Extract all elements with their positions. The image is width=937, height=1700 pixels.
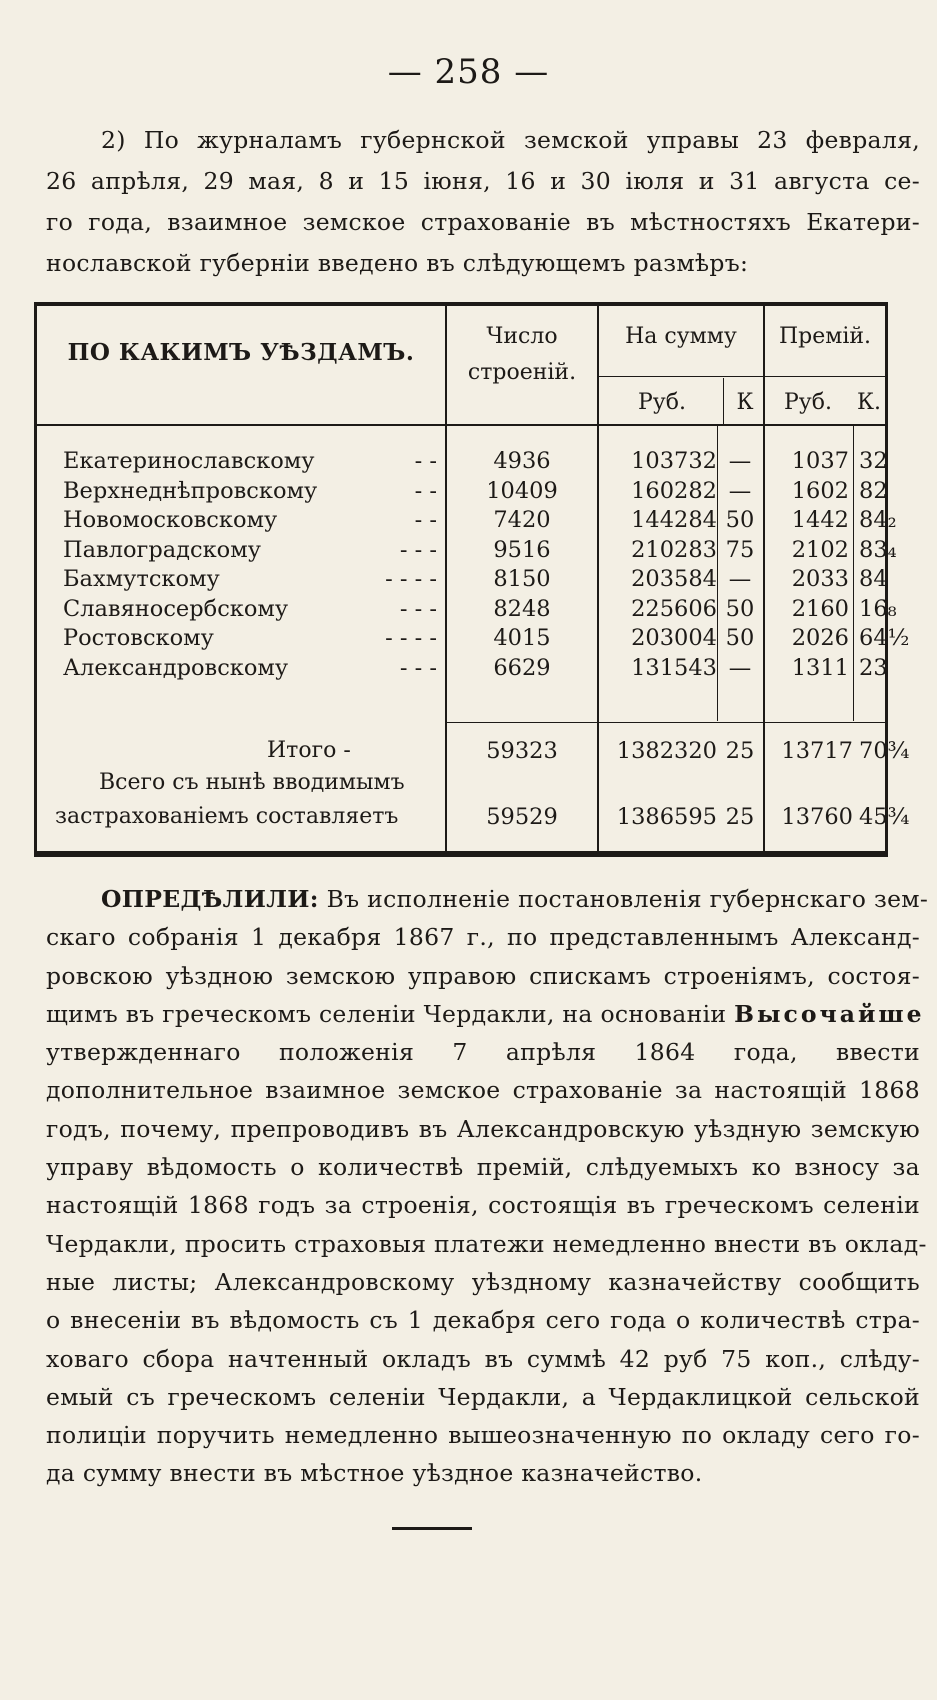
buildings-cell: 7420 bbox=[493, 507, 551, 533]
sum-kop-cell: 50 bbox=[725, 507, 755, 533]
buildings-cell: 9516 bbox=[493, 536, 551, 563]
insurance-table bbox=[34, 302, 910, 855]
sum-rub-cell: 160282 bbox=[631, 477, 717, 504]
sum-rub-cell: 210283 bbox=[631, 536, 717, 563]
intro-line: 26 апрѣля, 29 мая, 8 и 15 іюня, 16 и 30 іюля и 31 августа се- bbox=[46, 167, 920, 195]
sum-kop-cell: — bbox=[728, 566, 752, 592]
resolution-lead: ОПРЕДѢЛИЛИ: bbox=[101, 885, 319, 913]
name-cell: Екатеринославскому bbox=[63, 448, 315, 474]
resolution-line-text: щимъ въ греческомъ селеніи Чердакли, на основаніи bbox=[46, 999, 727, 1028]
buildings-cell: 8248 bbox=[493, 595, 551, 622]
name-cell: Ростовскому bbox=[63, 625, 214, 651]
resolution-line: ховаго сбора начтенный окладъ въ суммѣ 42 руб 75 коп., слѣду- bbox=[46, 1344, 920, 1373]
sum-rub-cell: 225606 bbox=[631, 595, 717, 622]
sum-rub-cell: 203584 bbox=[631, 566, 717, 592]
dash-cell: - - - bbox=[399, 536, 437, 563]
prem-rub-cell: 1602 bbox=[791, 477, 849, 504]
sum-kop-cell: — bbox=[728, 448, 752, 474]
resolution-line: годъ, почему, препроводивъ въ Александровскую уѣздную земскую bbox=[46, 1114, 920, 1143]
prem-kop-cell: 82 bbox=[859, 477, 888, 504]
sum-rub-cell: 103732 bbox=[631, 448, 717, 474]
sum-kop-cell: — bbox=[728, 654, 752, 681]
header-rub: Руб. bbox=[638, 390, 686, 415]
prem-rub-cell: 2102 bbox=[791, 536, 849, 563]
resolution-line: утвержденнаго положенія 7 апрѣля 1864 года, ввести bbox=[46, 1038, 920, 1067]
sum-rub-cell: 144284 bbox=[631, 507, 717, 533]
resolution-line: Чердакли, просить страховыя платежи немедленно внести въ оклад- bbox=[46, 1229, 927, 1258]
total-buildings: 59323 bbox=[486, 738, 558, 764]
resolution-line: скаго собранія 1 декабря 1867 г., по представленнымъ Александ- bbox=[46, 923, 920, 952]
total-sum-rub: 1382320 bbox=[616, 738, 717, 764]
prem-rub-cell: 1442 bbox=[791, 507, 849, 533]
buildings-cell: 6629 bbox=[493, 654, 551, 681]
resolution-line: ные листы; Александровскому уѣздному казначейству сообщить bbox=[46, 1267, 920, 1296]
total-sum-kop: 25 bbox=[725, 738, 755, 764]
header-kop: К bbox=[736, 390, 754, 415]
total-prem-kop: 70¾ bbox=[859, 738, 910, 764]
resolution-line: управу вѣдомость о количествѣ премій, слѣдуемыхъ ко взносу за bbox=[46, 1153, 920, 1182]
prem-rub-cell: 2026 bbox=[791, 625, 849, 651]
resolution-line-text: Въ исполненіе постановленія губернскаго зем- bbox=[326, 885, 929, 913]
resolution-line: о внесеніи въ вѣдомость съ 1 декабря сего года о количествѣ стра- bbox=[46, 1306, 920, 1335]
header-buildings-2: строеній. bbox=[467, 360, 577, 385]
header-premium: Премій. bbox=[778, 324, 872, 349]
subcolumn-divider bbox=[723, 378, 724, 426]
grand-prem-rub: 13760 bbox=[781, 804, 853, 830]
resolution-line: ровскою уѣздною земскою управою спискамъ строеніямъ, состоя- bbox=[46, 961, 920, 990]
prem-rub-cell: 2160 bbox=[791, 595, 849, 622]
prem-kop-cell: 64½ bbox=[859, 625, 910, 651]
name-cell: Александровскому bbox=[63, 654, 289, 681]
table-double-rule bbox=[34, 855, 888, 857]
dash-cell: - - bbox=[414, 507, 437, 533]
prem-kop-cell: 84 bbox=[859, 566, 888, 592]
resolution-line: да сумму внести въ мѣстное уѣздное казначейство. bbox=[46, 1459, 703, 1488]
total-rule bbox=[447, 722, 885, 723]
buildings-cell: 4936 bbox=[493, 448, 551, 474]
header-subrule bbox=[597, 376, 885, 377]
prem-kop-cell: 23 bbox=[859, 654, 888, 681]
sum-rub-cell: 131543 bbox=[631, 654, 717, 681]
dash-cell: - - - bbox=[399, 595, 437, 622]
prem-kop-cell: 32 bbox=[859, 448, 888, 474]
closing-rule bbox=[392, 1527, 472, 1530]
header-sum: На сумму bbox=[625, 324, 737, 349]
header-district: ПО КАКИМЪ УѢЗДАМЪ. bbox=[67, 339, 415, 366]
resolution-line: емый съ греческомъ селеніи Чердакли, а Чердаклицкой сельской bbox=[46, 1382, 920, 1411]
name-cell: Верхнеднѣпровскому bbox=[63, 477, 318, 504]
resolution-paragraph bbox=[46, 880, 929, 1493]
dash-cell: - - - bbox=[399, 654, 437, 681]
intro-paragraph bbox=[46, 120, 920, 284]
header-rule bbox=[37, 424, 885, 426]
total-label: Итого - bbox=[267, 738, 351, 763]
name-cell: Новомосковскому bbox=[63, 507, 278, 533]
resolution-line: дополнительное взаимное земское страхованіе за настоящій 1868 bbox=[46, 1076, 920, 1105]
grand-buildings: 59529 bbox=[486, 804, 558, 830]
sum-kop-cell: 50 bbox=[725, 625, 755, 651]
header-kop-premium: К. bbox=[856, 390, 882, 415]
resolution-line: полиціи поручить немедленно вышеозначенную по окладу сего го- bbox=[46, 1421, 920, 1450]
dash-cell: - - bbox=[414, 448, 437, 474]
prem-kop-cell: 16₈ bbox=[859, 595, 897, 622]
buildings-cell: 4015 bbox=[493, 625, 551, 651]
sum-kop-cell: 75 bbox=[725, 536, 755, 563]
sum-rub-cell: 203004 bbox=[631, 625, 717, 651]
grand-label-2: застрахованіемъ составляетъ bbox=[55, 804, 399, 829]
dash-cell: - - - - bbox=[385, 625, 437, 651]
intro-line: 2) По журналамъ губернской земской управы 23 февраля, bbox=[101, 126, 920, 154]
intro-line: нославской губерніи введено въ слѣдующемъ размѣръ: bbox=[46, 249, 749, 277]
sum-kop-cell: 50 bbox=[725, 595, 755, 622]
prem-rub-cell: 1311 bbox=[791, 654, 849, 681]
buildings-cell: 10409 bbox=[486, 477, 558, 504]
header-rub-premium: Руб. bbox=[784, 390, 832, 415]
grand-sum-rub: 1386595 bbox=[616, 804, 717, 830]
resolution-line bbox=[46, 880, 929, 918]
grand-prem-kop: 45¾ bbox=[859, 804, 910, 830]
prem-kop-cell: 84₂ bbox=[859, 507, 897, 533]
total-prem-rub: 13717 bbox=[781, 738, 853, 764]
header-buildings: Число bbox=[486, 324, 558, 349]
resolution-line bbox=[46, 995, 925, 1033]
name-cell: Бахмутскому bbox=[63, 566, 220, 592]
name-cell: Павлоградскому bbox=[63, 536, 261, 563]
intro-line: го года, взаимное земское страхованіе въ мѣстностяхъ Екатери- bbox=[46, 208, 920, 236]
subcolumn-divider bbox=[853, 426, 854, 721]
prem-rub-cell: 1037 bbox=[791, 448, 849, 474]
page-number: — 258 — bbox=[387, 52, 550, 92]
dash-cell: - - bbox=[414, 477, 437, 504]
resolution-line: настоящій 1868 годъ за строенія, состоящія въ греческомъ селеніи bbox=[46, 1191, 920, 1220]
prem-rub-cell: 2033 bbox=[791, 566, 849, 592]
prem-kop-cell: 83₄ bbox=[859, 536, 897, 563]
buildings-cell: 8150 bbox=[493, 566, 551, 592]
dash-cell: - - - - bbox=[385, 566, 437, 592]
grand-label-1: Всего съ нынѣ вводимымъ bbox=[99, 770, 405, 795]
resolution-emphasis: Высочайше bbox=[734, 999, 925, 1028]
sum-kop-cell: — bbox=[728, 477, 752, 504]
name-cell: Славяносербскому bbox=[63, 595, 289, 622]
grand-sum-kop: 25 bbox=[725, 804, 755, 830]
